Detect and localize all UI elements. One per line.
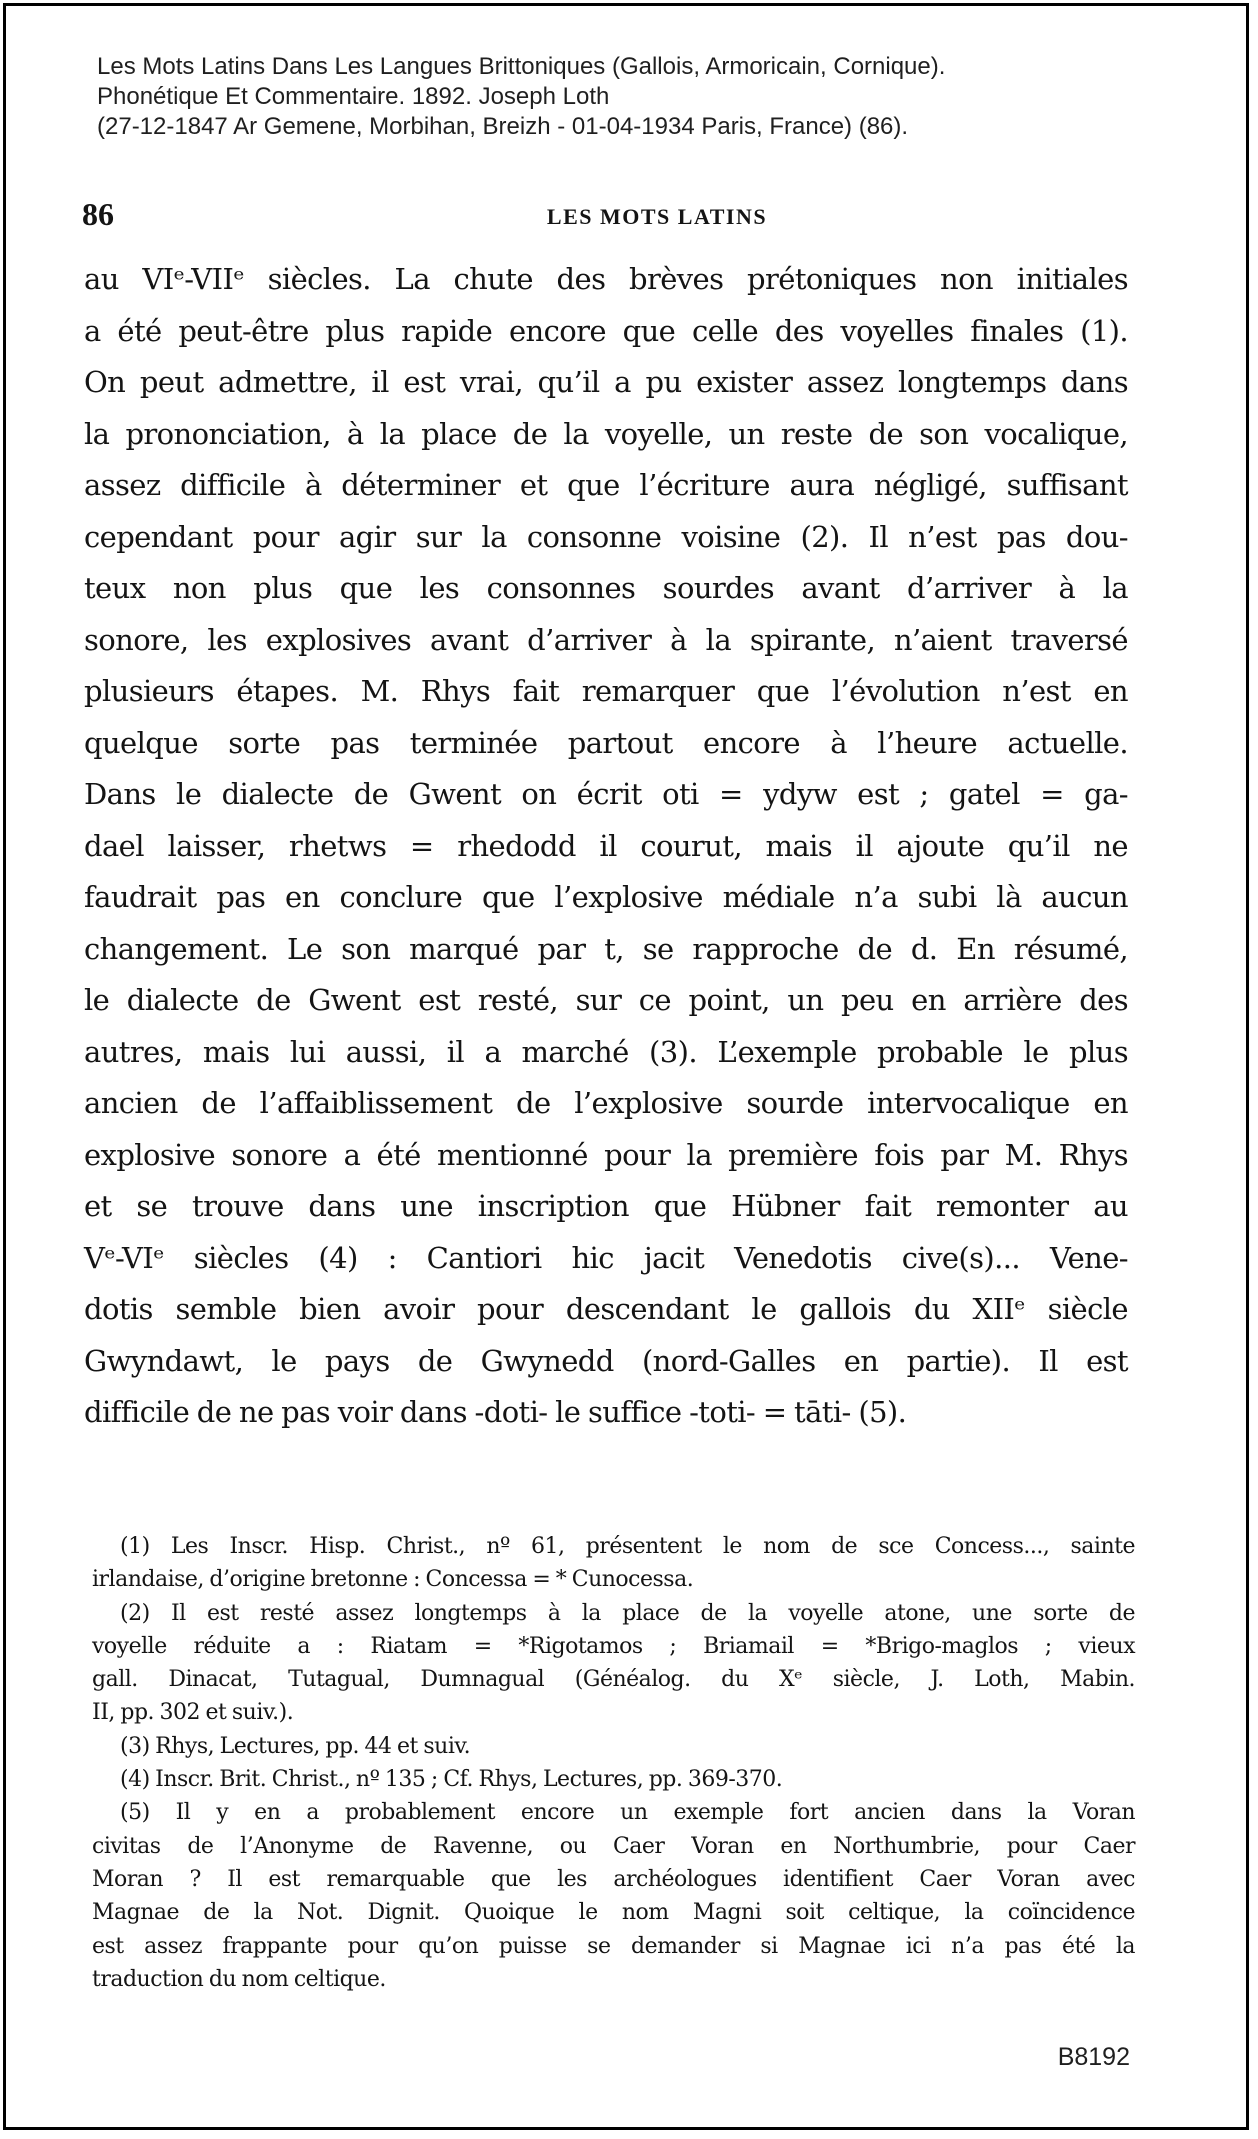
footnote-line: civitas de l’Anonyme de Ravenne, ou Caer Voran en Northumbrie, pour Caer <box>92 1833 1135 1859</box>
catalog-id: B8192 <box>1057 2043 1130 2071</box>
footnote-line: irlandaise, d’origine bretonne : Concessa = * Cunocessa. <box>92 1567 694 1593</box>
text-line: faudrait pas en conclure que l’explosive médiale n’a subi là aucun <box>84 880 1128 914</box>
text-line: sonore, les explosives avant d’arriver à la spirante, n’aient traversé <box>84 622 1128 657</box>
text-line: dael laisser, rhetws = rhedodd il courut, mais il ajoute qu’il ne <box>84 828 1128 863</box>
text-line: Dans le dialecte de Gwent on écrit oti = ydyw est ; gatel = ga- <box>84 777 1128 811</box>
text-line: au VIᵉ-VIIᵉ siècles. La chute des brèves prétoniques non initiales <box>84 262 1128 296</box>
header-line: Phonétique Et Commentaire. 1892. Joseph Loth <box>97 83 610 110</box>
text-line: difficile de ne pas voir dans -doti- le suffice -toti- = tāti- (5). <box>84 1395 907 1429</box>
bibliographic-header <box>97 52 1177 142</box>
text-line: autres, mais lui aussi, il a marché (3). L’exemple probable le plus <box>84 1034 1128 1069</box>
text-line: cependant pour agir sur la consonne voisine (2). Il n’est pas dou- <box>84 519 1128 554</box>
footnote-line: (5) Il y en a probablement encore un exemple fort ancien dans la Voran <box>120 1800 1135 1826</box>
text-line: dotis semble bien avoir pour descendant le gallois du XIIᵉ siècle <box>84 1292 1128 1326</box>
text-line: la prononciation, à la place de la voyelle, un reste de son vocalique, <box>84 416 1128 451</box>
footnote-line: est assez frappante pour qu’on puisse se demander si Magnae ici n’a pas été la <box>92 1933 1135 1959</box>
footnote-line: (1) Les Inscr. Hisp. Christ., nº 61, présentent le nom de sce Concess..., sainte <box>120 1534 1135 1559</box>
text-line: teux non plus que les consonnes sourdes avant d’arriver à la <box>84 571 1128 605</box>
footnote-line: traduction du nom celtique. <box>92 1966 386 1992</box>
footnote-line: (2) Il est resté assez longtemps à la place de la voyelle atone, une sorte de <box>120 1600 1135 1626</box>
page-number: 86 <box>82 196 114 232</box>
header-line: Les Mots Latins Dans Les Langues Brittoniques (Gallois, Armoricain, Cornique). <box>97 53 946 80</box>
main-text <box>84 254 1128 1439</box>
text-line: le dialecte de Gwent est resté, sur ce point, un peu en arrière des <box>84 983 1128 1017</box>
footnote-line: Moran ? Il est remarquable que les archéologues identifient Caer Voran avec <box>92 1866 1135 1892</box>
text-line: explosive sonore a été mentionné pour la première fois par M. Rhys <box>84 1137 1128 1172</box>
text-line: quelque sorte pas terminée partout encore à l’heure actuelle. <box>84 725 1128 760</box>
footnote-line: gall. Dinacat, Tutagual, Dumnagual (Généalog. du Xᵉ siècle, J. Loth, Mabin. <box>92 1667 1135 1693</box>
footnote-line: Magnae de la Not. Dignit. Quoique le nom Magni soit celtique, la coïncidence <box>92 1900 1135 1926</box>
text-line: et se trouve dans une inscription que Hübner fait remonter au <box>84 1189 1128 1223</box>
footnote-line: (4) Inscr. Brit. Christ., nº 135 ; Cf. Rhys, Lectures, pp. 369-370. <box>120 1767 783 1793</box>
text-line: a été peut-être plus rapide encore que celle des voyelles finales (1). <box>84 313 1128 348</box>
footnote-line: (3) Rhys, Lectures, pp. 44 et suiv. <box>120 1733 471 1759</box>
text-line: plusieurs étapes. M. Rhys fait remarquer que l’évolution n’est en <box>84 674 1128 708</box>
text-line: ancien de l’affaiblissement de l’explosive sourde intervocalique en <box>84 1086 1128 1120</box>
text-line: Vᵉ-VIᵉ siècles (4) : Cantiori hic jacit Venedotis cive(s)... Vene- <box>84 1240 1128 1275</box>
text-line: changement. Le son marqué par t, se rapproche de d. En résumé, <box>84 931 1128 966</box>
footnote-line: voyelle réduite a : Riatam = *Rigotamos ; Briamail = *Brigo-maglos ; vieux <box>92 1633 1135 1659</box>
running-title: LES MOTS LATINS <box>546 204 768 229</box>
text-line: On peut admettre, il est vrai, qu’il a pu exister assez longtemps dans <box>84 365 1128 399</box>
running-head <box>82 196 1172 238</box>
text-line: Gwyndawt, le pays de Gwynedd (nord-Galles en partie). Il est <box>84 1343 1128 1378</box>
footnotes <box>92 1530 1135 1996</box>
header-line: (27-12-1847 Ar Gemene, Morbihan, Breizh - 01-04-1934 Paris, France) (86). <box>97 113 909 140</box>
footnote-line: II, pp. 302 et suiv.). <box>92 1700 294 1726</box>
text-line: assez difficile à déterminer et que l’écriture aura négligé, suffisant <box>84 468 1128 502</box>
